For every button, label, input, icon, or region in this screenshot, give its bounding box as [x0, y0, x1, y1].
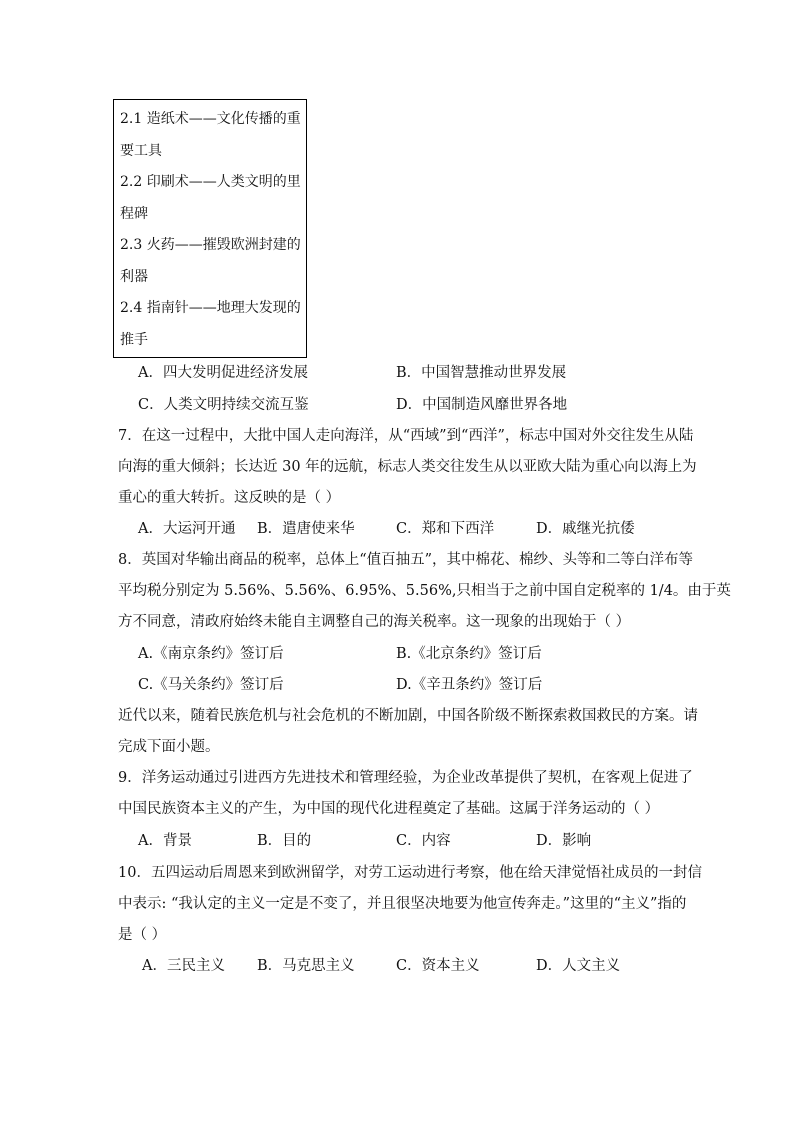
outline-line: 要工具 [120, 142, 162, 159]
q7-stem-line: 向海的重大倾斜；长达近 30 年的远航，标志人类交往发生从以亚欧大陆为重心向以海上为 [118, 459, 697, 475]
q7-option-c[interactable]: C．郑和下西洋 [396, 521, 495, 537]
q7-option-b[interactable]: B．遣唐使来华 [257, 521, 355, 537]
section-intro-line: 完成下面小题。 [118, 739, 220, 755]
outline-line: 2.4 指南针——地理大发现的 [120, 300, 301, 316]
q8-option-a[interactable]: A.《南京条约》签订后 [138, 646, 284, 662]
q9-stem-line: 中国民族资本主义的产生，为中国的现代化进程奠定了基础。这属于洋务运动的（ ） [118, 801, 660, 817]
q10-option-a[interactable]: A．三民主义 [142, 958, 225, 974]
q9-stem-line: 9．洋务运动通过引进西方先进技术和管理经验，为企业改革提供了契机，在客观上促进了 [118, 770, 693, 786]
q9-option-c[interactable]: C．内容 [396, 833, 451, 849]
q10-option-b[interactable]: B．马克思主义 [257, 958, 355, 974]
outline-line: 2.1 造纸术——文化传播的重 [120, 111, 301, 127]
q10-stem-line: 10．五四运动后周恩来到欧洲留学，对劳工运动进行考察，他在给天津觉悟社成员的一封信 [118, 865, 702, 881]
q6-option-c[interactable]: C．人类文明持续交流互鉴 [138, 397, 309, 413]
q7-stem-line: 重心的重大转折。这反映的是（ ） [118, 490, 341, 506]
q7-option-d[interactable]: D．戚继光抗倭 [536, 521, 635, 537]
chapter-outline-box [113, 99, 307, 358]
q6-option-b[interactable]: B．中国智慧推动世界发展 [396, 365, 567, 381]
q7-stem-line: 7．在这一过程中，大批中国人走向海洋，从“西域”到“西洋”，标志中国对外交往发生从陆 [118, 428, 694, 444]
q9-option-b[interactable]: B．目的 [257, 833, 312, 849]
outline-line: 2.2 印刷术——人类文明的里 [120, 174, 301, 190]
q6-option-d[interactable]: D．中国制造风靡世界各地 [396, 397, 568, 413]
q8-stem-line: 方不同意，清政府始终未能自主调整自己的海关税率。这一现象的出现始于（ ） [118, 614, 631, 630]
section-intro-line: 近代以来，随着民族危机与社会危机的不断加剧，中国各阶级不断探索救国救民的方案。请 [118, 708, 698, 724]
q9-option-d[interactable]: D．影响 [536, 833, 592, 849]
q9-options [118, 830, 718, 852]
q10-stem-line: 中表示: “我认定的主义一定是不变了，并且很坚决地要为他宣传奔走。”这里的“主义”指的 [118, 896, 687, 912]
q8-options-row1 [118, 643, 718, 665]
q7-option-a[interactable]: A．大运河开通 [138, 521, 236, 537]
q10-stem-line: 是（ ） [118, 927, 167, 943]
q8-options-row2 [118, 674, 718, 696]
q9-option-a[interactable]: A．背景 [138, 833, 192, 849]
q8-stem-line: 8．英国对华输出商品的税率，总体上“值百抽五”，其中棉花、棉纱、头等和二等白洋布等 [118, 552, 694, 568]
outline-line: 程碑 [120, 205, 148, 222]
q10-options [118, 955, 718, 977]
q8-option-d[interactable]: D.《辛丑条约》签订后 [396, 677, 543, 693]
q8-option-c[interactable]: C.《马关条约》签订后 [138, 677, 284, 693]
q8-stem-line: 平均税分别定为 5.56%、5.56%、6.95%、5.56%,只相当于之前中国自定税率的 1/4。由于英 [118, 583, 731, 599]
q10-option-c[interactable]: C．资本主义 [396, 958, 480, 974]
q6-options-row1 [118, 362, 718, 384]
q6-option-a[interactable]: A．四大发明促进经济发展 [138, 365, 308, 381]
q8-option-b[interactable]: B.《北京条约》签订后 [396, 646, 542, 662]
q6-options-row2 [118, 394, 718, 416]
outline-line: 2.3 火药——摧毁欧洲封建的 [120, 237, 301, 253]
q7-options [118, 518, 718, 540]
q10-option-d[interactable]: D．人文主义 [536, 958, 621, 974]
outline-line: 推手 [120, 331, 148, 348]
outline-line: 利器 [120, 268, 148, 285]
